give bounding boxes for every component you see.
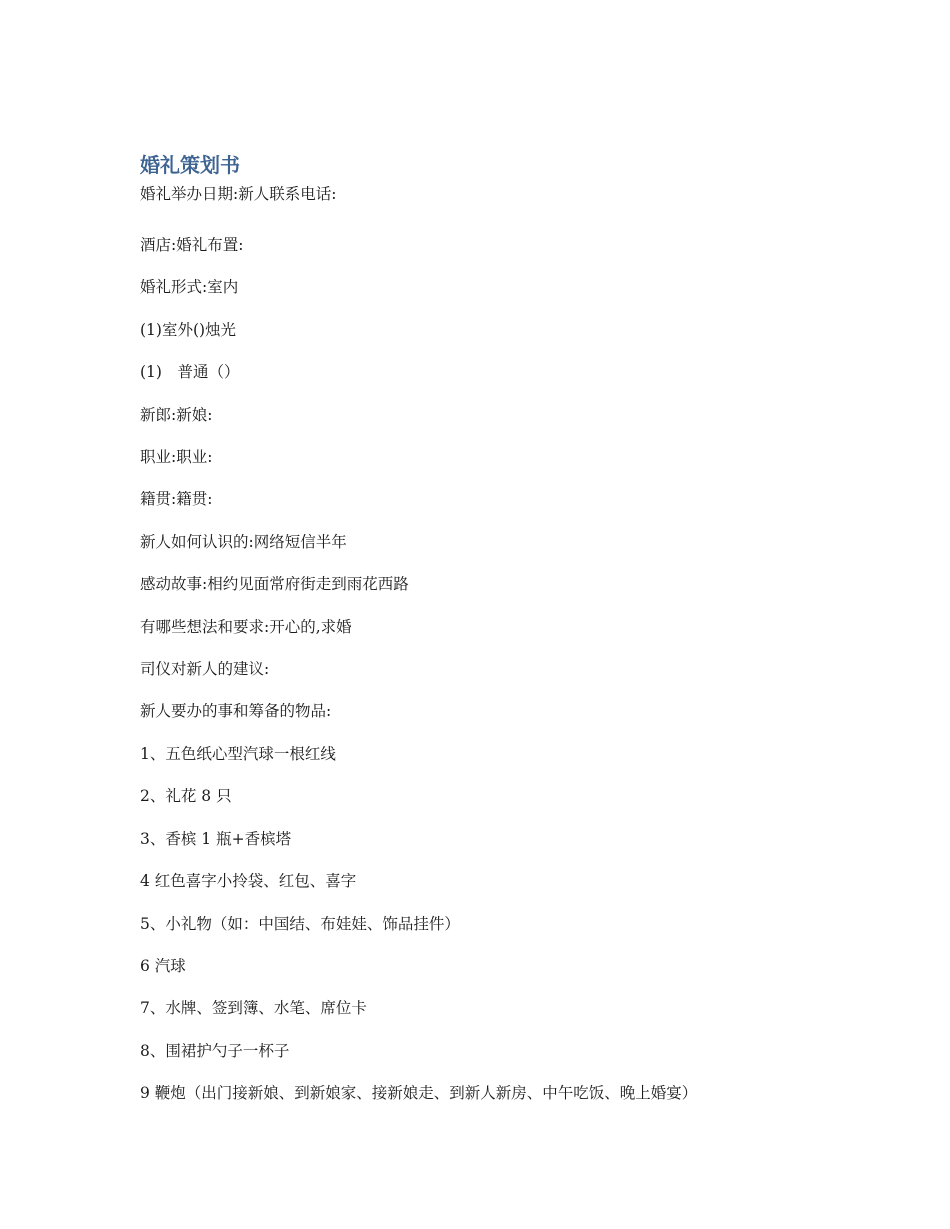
list-item: 4 红色喜字小拎袋、红包、喜字 — [140, 872, 357, 891]
document-body — [140, 182, 840, 1115]
field-how-met: 新人如何认识的:网络短信半年 — [140, 532, 347, 551]
option-outdoor-candlelight: (1)室外()烛光 — [140, 320, 237, 339]
list-item: 8、围裙护勺子一杯子 — [140, 1041, 290, 1060]
field-date-phone: 婚礼举办日期:新人联系电话: — [140, 185, 337, 203]
option-ordinary: (1) 普通（） — [140, 363, 240, 382]
field-mc-suggestions: 司仪对新人的建议: — [140, 660, 270, 679]
field-wedding-form: 婚礼形式:室内 — [140, 278, 239, 297]
field-hotel-decoration: 酒店:婚礼布置: — [140, 236, 244, 254]
list-item: 9 鞭炮（出门接新娘、到新娘家、接新娘走、到新人新房、中午吃饭、晚上婚宴） — [140, 1084, 698, 1103]
list-item: 1、五色纸心型汽球一根红线 — [140, 744, 336, 763]
document-title: 婚礼策划书 — [140, 153, 240, 177]
section-items-heading: 新人要办的事和筹备的物品: — [140, 702, 332, 721]
list-item: 2、礼花 8 只 — [140, 787, 232, 806]
field-ideas-requests: 有哪些想法和要求:开心的,求婚 — [140, 617, 352, 636]
list-item: 5、小礼物（如：中国结、布娃娃、饰品挂件） — [140, 914, 460, 933]
field-occupation: 职业:职业: — [140, 448, 213, 467]
field-touching-story: 感动故事:相约见面常府街走到雨花西路 — [140, 575, 409, 594]
list-item: 3、香槟 1 瓶+香槟塔 — [140, 829, 292, 848]
field-groom-bride: 新郎:新娘: — [140, 405, 213, 424]
list-item: 7、水牌、签到簿、水笔、席位卡 — [140, 999, 367, 1018]
list-item: 6 汽球 — [140, 956, 186, 975]
field-hometown: 籍贯:籍贯: — [140, 490, 213, 509]
document-page — [140, 148, 840, 1115]
